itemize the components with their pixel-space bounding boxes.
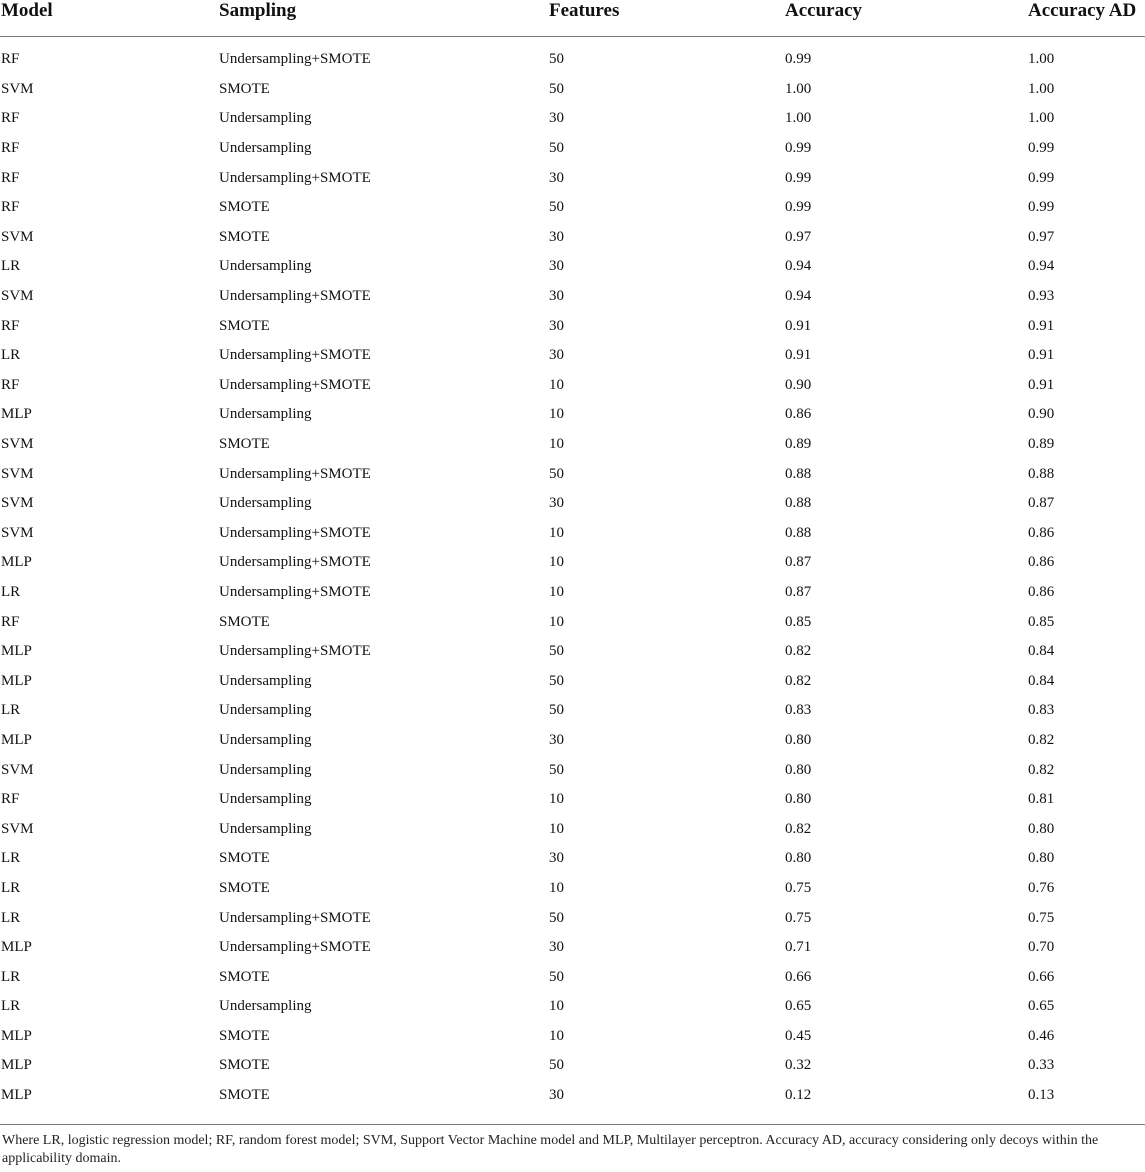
cell-features: 50	[549, 140, 564, 157]
cell-features: 10	[549, 879, 564, 896]
cell-sampling: Undersampling+SMOTE	[219, 465, 371, 482]
cell-accuracy-ad: 0.66	[1028, 968, 1055, 985]
cell-accuracy-ad: 0.88	[1028, 465, 1055, 482]
table-row	[0, 992, 1145, 1022]
table-row	[0, 430, 1145, 460]
cell-accuracy-ad: 0.13	[1028, 1087, 1055, 1104]
cell-model: SVM	[1, 80, 34, 97]
cell-model: MLP	[1, 939, 32, 956]
cell-features: 30	[549, 347, 564, 364]
cell-accuracy: 0.82	[785, 643, 812, 660]
cell-accuracy: 0.45	[785, 1027, 812, 1044]
cell-sampling: Undersampling	[219, 820, 312, 837]
table-footnote: Where LR, logistic regression model; RF, random forest model; SVM, Support Vector Machine model and MLP, Multilayer perceptron. Accuracy AD, accuracy considering only decoys within the applicability domain.	[2, 1133, 1099, 1166]
cell-sampling: Undersampling	[219, 406, 312, 423]
cell-features: 10	[549, 613, 564, 630]
cell-accuracy: 0.91	[785, 347, 812, 364]
cell-accuracy: 0.65	[785, 998, 812, 1015]
cell-features: 10	[549, 406, 564, 423]
cell-accuracy-ad: 0.82	[1028, 761, 1055, 778]
cell-accuracy-ad: 0.80	[1028, 850, 1055, 867]
table-header	[0, 0, 1145, 37]
cell-model: SVM	[1, 465, 34, 482]
cell-features: 30	[549, 495, 564, 512]
cell-sampling: SMOTE	[219, 228, 270, 245]
cell-sampling: SMOTE	[219, 879, 270, 896]
cell-model: RF	[1, 791, 20, 808]
cell-accuracy: 0.87	[785, 554, 812, 571]
table-row	[0, 252, 1145, 282]
table-row	[0, 37, 1145, 75]
cell-model: RF	[1, 317, 20, 334]
cell-accuracy: 0.88	[785, 495, 812, 512]
cell-model: MLP	[1, 406, 32, 423]
cell-features: 30	[549, 939, 564, 956]
table-body	[0, 37, 1145, 1117]
table-row	[0, 548, 1145, 578]
bottom-rule	[0, 1124, 1145, 1125]
cell-features: 50	[549, 465, 564, 482]
cell-sampling: Undersampling+SMOTE	[219, 347, 371, 364]
cell-accuracy: 0.88	[785, 524, 812, 541]
table-row	[0, 341, 1145, 371]
cell-model: LR	[1, 702, 21, 719]
header-accuracy-ad: Accuracy AD	[1026, 0, 1145, 37]
cell-model: RF	[1, 110, 20, 127]
cell-accuracy-ad: 0.87	[1028, 495, 1055, 512]
cell-accuracy-ad: 0.94	[1028, 258, 1055, 275]
cell-accuracy: 0.88	[785, 465, 812, 482]
cell-features: 10	[549, 820, 564, 837]
cell-features: 30	[549, 110, 564, 127]
cell-model: SVM	[1, 524, 34, 541]
cell-accuracy: 0.99	[785, 199, 812, 216]
cell-sampling: SMOTE	[219, 613, 270, 630]
cell-accuracy: 0.82	[785, 672, 812, 689]
cell-accuracy: 1.00	[785, 80, 812, 97]
cell-model: LR	[1, 879, 21, 896]
cell-features: 10	[549, 524, 564, 541]
cell-sampling: Undersampling+SMOTE	[219, 909, 371, 926]
cell-sampling: Undersampling+SMOTE	[219, 939, 371, 956]
cell-model: LR	[1, 850, 21, 867]
cell-sampling: Undersampling+SMOTE	[219, 643, 371, 660]
cell-sampling: Undersampling+SMOTE	[219, 288, 371, 305]
header-features: Features	[547, 0, 783, 37]
cell-model: LR	[1, 968, 21, 985]
cell-sampling: SMOTE	[219, 199, 270, 216]
table-row	[0, 104, 1145, 134]
cell-model: MLP	[1, 1057, 32, 1074]
cell-accuracy-ad: 0.99	[1028, 169, 1055, 186]
cell-accuracy-ad: 0.65	[1028, 998, 1055, 1015]
header-sampling: Sampling	[217, 0, 547, 37]
table-row	[0, 696, 1145, 726]
cell-sampling: Undersampling	[219, 110, 312, 127]
cell-accuracy-ad: 0.99	[1028, 140, 1055, 157]
cell-accuracy-ad: 0.99	[1028, 199, 1055, 216]
cell-accuracy: 0.32	[785, 1057, 812, 1074]
cell-model: LR	[1, 583, 21, 600]
cell-sampling: SMOTE	[219, 850, 270, 867]
table-row	[0, 666, 1145, 696]
cell-sampling: Undersampling	[219, 731, 312, 748]
cell-model: LR	[1, 347, 21, 364]
cell-accuracy-ad: 1.00	[1028, 80, 1055, 97]
cell-features: 50	[549, 1057, 564, 1074]
cell-accuracy-ad: 0.97	[1028, 228, 1055, 245]
cell-accuracy-ad: 0.86	[1028, 583, 1055, 600]
table-row	[0, 75, 1145, 105]
cell-accuracy-ad: 0.75	[1028, 909, 1055, 926]
table-row	[0, 1022, 1145, 1052]
cell-accuracy-ad: 0.89	[1028, 436, 1055, 453]
cell-model: RF	[1, 199, 20, 216]
cell-sampling: Undersampling+SMOTE	[219, 376, 371, 393]
cell-accuracy-ad: 0.91	[1028, 317, 1055, 334]
cell-model: MLP	[1, 1087, 32, 1104]
cell-sampling: Undersampling	[219, 998, 312, 1015]
cell-model: RF	[1, 140, 20, 157]
table-row	[0, 163, 1145, 193]
cell-model: LR	[1, 998, 21, 1015]
table-row	[0, 962, 1145, 992]
cell-features: 50	[549, 761, 564, 778]
cell-sampling: Undersampling	[219, 702, 312, 719]
cell-accuracy: 0.97	[785, 228, 812, 245]
cell-features: 10	[549, 583, 564, 600]
table-row	[0, 874, 1145, 904]
cell-model: SVM	[1, 495, 34, 512]
cell-features: 30	[549, 731, 564, 748]
cell-model: RF	[1, 169, 20, 186]
table-row	[0, 1081, 1145, 1117]
table-row	[0, 755, 1145, 785]
cell-accuracy: 0.99	[785, 140, 812, 157]
cell-accuracy-ad: 0.86	[1028, 554, 1055, 571]
cell-features: 10	[549, 791, 564, 808]
header-row	[0, 0, 1145, 37]
cell-model: MLP	[1, 672, 32, 689]
cell-sampling: Undersampling	[219, 791, 312, 808]
cell-accuracy: 0.86	[785, 406, 812, 423]
cell-accuracy-ad: 0.80	[1028, 820, 1055, 837]
cell-accuracy: 0.80	[785, 850, 812, 867]
table-row	[0, 311, 1145, 341]
table-row	[0, 371, 1145, 401]
cell-accuracy-ad: 0.86	[1028, 524, 1055, 541]
cell-features: 10	[549, 436, 564, 453]
cell-accuracy-ad: 0.81	[1028, 791, 1055, 808]
cell-sampling: SMOTE	[219, 80, 270, 97]
cell-accuracy-ad: 0.82	[1028, 731, 1055, 748]
cell-features: 30	[549, 258, 564, 275]
cell-model: SVM	[1, 820, 34, 837]
table-row	[0, 903, 1145, 933]
cell-accuracy: 0.85	[785, 613, 812, 630]
cell-model: RF	[1, 51, 20, 68]
table-row	[0, 578, 1145, 608]
table-row	[0, 193, 1145, 223]
cell-accuracy-ad: 0.84	[1028, 643, 1055, 660]
cell-accuracy-ad: 0.85	[1028, 613, 1055, 630]
cell-sampling: Undersampling+SMOTE	[219, 524, 371, 541]
cell-sampling: SMOTE	[219, 968, 270, 985]
cell-accuracy-ad: 0.84	[1028, 672, 1055, 689]
cell-sampling: Undersampling+SMOTE	[219, 169, 371, 186]
cell-accuracy-ad: 0.33	[1028, 1057, 1055, 1074]
cell-accuracy: 0.71	[785, 939, 812, 956]
cell-features: 10	[549, 554, 564, 571]
table-row	[0, 785, 1145, 815]
cell-accuracy-ad: 1.00	[1028, 110, 1055, 127]
table-row	[0, 1051, 1145, 1081]
cell-model: LR	[1, 909, 21, 926]
cell-model: RF	[1, 613, 20, 630]
table-row	[0, 223, 1145, 253]
cell-accuracy: 0.94	[785, 288, 812, 305]
cell-accuracy: 0.89	[785, 436, 812, 453]
cell-features: 30	[549, 169, 564, 186]
cell-accuracy: 1.00	[785, 110, 812, 127]
table-row	[0, 814, 1145, 844]
cell-accuracy: 0.80	[785, 791, 812, 808]
cell-accuracy: 0.12	[785, 1087, 812, 1104]
cell-features: 10	[549, 376, 564, 393]
cell-accuracy-ad: 0.90	[1028, 406, 1055, 423]
cell-accuracy: 0.87	[785, 583, 812, 600]
cell-features: 30	[549, 288, 564, 305]
header-accuracy: Accuracy	[783, 0, 1026, 37]
table-row	[0, 933, 1145, 963]
cell-accuracy-ad: 0.91	[1028, 376, 1055, 393]
table-row	[0, 459, 1145, 489]
cell-sampling: Undersampling+SMOTE	[219, 554, 371, 571]
cell-sampling: SMOTE	[219, 317, 270, 334]
cell-sampling: Undersampling	[219, 495, 312, 512]
cell-model: MLP	[1, 554, 32, 571]
table-row	[0, 607, 1145, 637]
cell-accuracy: 0.94	[785, 258, 812, 275]
cell-accuracy: 0.99	[785, 51, 812, 68]
cell-sampling: SMOTE	[219, 1057, 270, 1074]
cell-model: MLP	[1, 1027, 32, 1044]
cell-features: 50	[549, 199, 564, 216]
table-row	[0, 400, 1145, 430]
cell-features: 30	[549, 850, 564, 867]
cell-accuracy: 0.80	[785, 731, 812, 748]
cell-accuracy-ad: 0.83	[1028, 702, 1055, 719]
cell-accuracy-ad: 0.93	[1028, 288, 1055, 305]
cell-features: 50	[549, 909, 564, 926]
table-row	[0, 134, 1145, 164]
cell-accuracy: 0.90	[785, 376, 812, 393]
cell-features: 50	[549, 672, 564, 689]
cell-model: SVM	[1, 761, 34, 778]
cell-accuracy-ad: 0.76	[1028, 879, 1055, 896]
table-row	[0, 844, 1145, 874]
cell-accuracy: 0.91	[785, 317, 812, 334]
cell-accuracy: 0.82	[785, 820, 812, 837]
cell-features: 50	[549, 702, 564, 719]
cell-model: MLP	[1, 643, 32, 660]
cell-sampling: Undersampling	[219, 140, 312, 157]
cell-accuracy-ad: 1.00	[1028, 51, 1055, 68]
cell-features: 50	[549, 51, 564, 68]
cell-sampling: SMOTE	[219, 436, 270, 453]
cell-sampling: Undersampling	[219, 258, 312, 275]
cell-accuracy: 0.80	[785, 761, 812, 778]
cell-features: 30	[549, 228, 564, 245]
cell-sampling: SMOTE	[219, 1087, 270, 1104]
cell-features: 10	[549, 1027, 564, 1044]
table-row	[0, 519, 1145, 549]
cell-features: 30	[549, 1087, 564, 1104]
cell-accuracy-ad: 0.70	[1028, 939, 1055, 956]
cell-model: SVM	[1, 436, 34, 453]
cell-sampling: Undersampling+SMOTE	[219, 583, 371, 600]
cell-accuracy: 0.75	[785, 879, 812, 896]
cell-accuracy-ad: 0.91	[1028, 347, 1055, 364]
table-row	[0, 637, 1145, 667]
cell-sampling: Undersampling	[219, 672, 312, 689]
table-row	[0, 726, 1145, 756]
cell-features: 10	[549, 998, 564, 1015]
cell-model: LR	[1, 258, 21, 275]
cell-sampling: Undersampling	[219, 761, 312, 778]
cell-features: 30	[549, 317, 564, 334]
cell-accuracy: 0.66	[785, 968, 812, 985]
cell-accuracy: 0.83	[785, 702, 812, 719]
header-model: Model	[0, 0, 217, 37]
cell-accuracy-ad: 0.46	[1028, 1027, 1055, 1044]
cell-features: 50	[549, 643, 564, 660]
cell-features: 50	[549, 80, 564, 97]
cell-sampling: SMOTE	[219, 1027, 270, 1044]
cell-model: SVM	[1, 288, 34, 305]
cell-features: 50	[549, 968, 564, 985]
cell-accuracy: 0.99	[785, 169, 812, 186]
cell-model: MLP	[1, 731, 32, 748]
table-row	[0, 282, 1145, 312]
cell-model: SVM	[1, 228, 34, 245]
cell-accuracy: 0.75	[785, 909, 812, 926]
cell-model: RF	[1, 376, 20, 393]
cell-sampling: Undersampling+SMOTE	[219, 51, 371, 68]
table-row	[0, 489, 1145, 519]
